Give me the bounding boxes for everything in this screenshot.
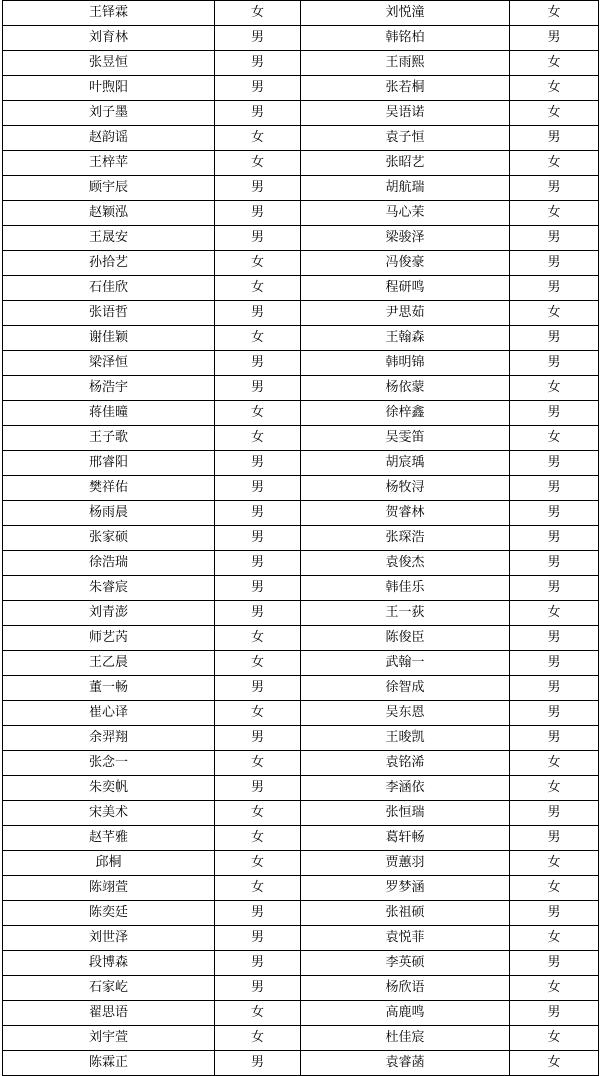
student-name-right: 韩铭柏 (301, 26, 510, 51)
student-gender-left: 女 (215, 276, 301, 301)
table-row (3, 226, 599, 251)
table-row (3, 276, 599, 301)
table-row (3, 426, 599, 451)
table-row (3, 451, 599, 476)
student-name-left: 崔心译 (3, 701, 215, 726)
student-gender-left: 女 (215, 251, 301, 276)
student-name-right: 王雨熙 (301, 51, 510, 76)
table-row (3, 176, 599, 201)
student-gender-left: 男 (215, 951, 301, 976)
table-row (3, 776, 599, 801)
student-gender-left: 男 (215, 26, 301, 51)
student-gender-left: 女 (215, 751, 301, 776)
student-gender-left: 男 (215, 676, 301, 701)
student-name-right: 胡宸瑀 (301, 451, 510, 476)
student-gender-right: 男 (510, 576, 599, 601)
student-name-right: 冯俊豪 (301, 251, 510, 276)
student-gender-left: 男 (215, 601, 301, 626)
table-row (3, 976, 599, 1001)
table-row (3, 1026, 599, 1051)
student-name-right: 程研鸣 (301, 276, 510, 301)
student-name-left: 翟思语 (3, 1001, 215, 1026)
table-row (3, 601, 599, 626)
student-gender-right: 男 (510, 251, 599, 276)
table-row (3, 551, 599, 576)
student-roster-table (2, 0, 599, 1076)
student-name-right: 胡航瑞 (301, 176, 510, 201)
student-name-left: 刘子墨 (3, 101, 215, 126)
student-gender-left: 女 (215, 851, 301, 876)
student-gender-left: 男 (215, 376, 301, 401)
student-name-right: 张昭艺 (301, 151, 510, 176)
student-gender-right: 男 (510, 451, 599, 476)
student-name-right: 陈俊臣 (301, 626, 510, 651)
student-gender-right: 女 (510, 201, 599, 226)
student-gender-left: 男 (215, 726, 301, 751)
student-gender-right: 男 (510, 551, 599, 576)
student-name-left: 谢佳颖 (3, 326, 215, 351)
student-gender-left: 男 (215, 476, 301, 501)
student-gender-right: 男 (510, 326, 599, 351)
student-gender-left: 女 (215, 626, 301, 651)
student-gender-left: 女 (215, 326, 301, 351)
student-name-left: 徐浩瑞 (3, 551, 215, 576)
student-gender-left: 女 (215, 801, 301, 826)
table-row (3, 401, 599, 426)
student-gender-right: 男 (510, 26, 599, 51)
table-row (3, 101, 599, 126)
student-name-left: 师艺芮 (3, 626, 215, 651)
student-name-right: 王一荻 (301, 601, 510, 626)
table-row (3, 251, 599, 276)
student-gender-right: 女 (510, 751, 599, 776)
student-name-left: 樊祥佑 (3, 476, 215, 501)
student-name-left: 石家屹 (3, 976, 215, 1001)
table-row (3, 476, 599, 501)
student-gender-right: 男 (510, 676, 599, 701)
student-name-right: 袁悦菲 (301, 926, 510, 951)
student-gender-left: 男 (215, 226, 301, 251)
student-gender-right: 女 (510, 51, 599, 76)
student-gender-left: 男 (215, 451, 301, 476)
student-name-left: 段博森 (3, 951, 215, 976)
student-name-right: 高鹿鸣 (301, 1001, 510, 1026)
student-gender-left: 女 (215, 1026, 301, 1051)
table-row (3, 1, 599, 26)
table-row (3, 126, 599, 151)
student-gender-right: 女 (510, 876, 599, 901)
student-name-left: 赵韵谣 (3, 126, 215, 151)
student-gender-left: 女 (215, 1001, 301, 1026)
table-row (3, 751, 599, 776)
student-name-right: 李涵依 (301, 776, 510, 801)
student-name-left: 张昱恒 (3, 51, 215, 76)
student-gender-right: 男 (510, 226, 599, 251)
student-name-left: 朱奕帆 (3, 776, 215, 801)
student-name-left: 陈奕廷 (3, 901, 215, 926)
student-gender-right: 男 (510, 651, 599, 676)
table-row (3, 501, 599, 526)
student-name-right: 韩明锦 (301, 351, 510, 376)
student-name-left: 张语哲 (3, 301, 215, 326)
student-gender-right: 男 (510, 126, 599, 151)
student-gender-right: 女 (510, 376, 599, 401)
student-gender-right: 男 (510, 801, 599, 826)
student-name-left: 陈翊萱 (3, 876, 215, 901)
student-name-right: 吴东恩 (301, 701, 510, 726)
student-gender-left: 男 (215, 351, 301, 376)
student-name-left: 王晟安 (3, 226, 215, 251)
student-name-left: 杨浩宇 (3, 376, 215, 401)
student-name-right: 张若桐 (301, 76, 510, 101)
student-name-right: 徐梓鑫 (301, 401, 510, 426)
table-row (3, 1051, 599, 1076)
table-row (3, 926, 599, 951)
student-gender-left: 男 (215, 1051, 301, 1076)
student-gender-left: 女 (215, 401, 301, 426)
student-gender-right: 女 (510, 851, 599, 876)
student-name-right: 杜佳宸 (301, 1026, 510, 1051)
student-gender-left: 男 (215, 76, 301, 101)
student-gender-right: 女 (510, 1026, 599, 1051)
student-gender-left: 女 (215, 651, 301, 676)
table-row (3, 951, 599, 976)
table-row (3, 876, 599, 901)
student-name-left: 陈霖正 (3, 1051, 215, 1076)
table-row (3, 526, 599, 551)
student-gender-left: 女 (215, 1, 301, 26)
student-gender-right: 男 (510, 626, 599, 651)
student-gender-right: 男 (510, 476, 599, 501)
student-gender-right: 女 (510, 776, 599, 801)
student-gender-left: 男 (215, 101, 301, 126)
table-row (3, 701, 599, 726)
table-row (3, 26, 599, 51)
student-name-right: 马心茉 (301, 201, 510, 226)
student-gender-left: 男 (215, 301, 301, 326)
student-name-right: 贺睿林 (301, 501, 510, 526)
table-row (3, 801, 599, 826)
student-gender-right: 女 (510, 1, 599, 26)
table-row (3, 326, 599, 351)
student-name-right: 韩佳乐 (301, 576, 510, 601)
student-gender-left: 女 (215, 701, 301, 726)
student-name-left: 赵芊雅 (3, 826, 215, 851)
table-row (3, 676, 599, 701)
student-name-left: 王乙晨 (3, 651, 215, 676)
student-name-right: 袁子恒 (301, 126, 510, 151)
student-gender-right: 女 (510, 1051, 599, 1076)
student-gender-right: 男 (510, 701, 599, 726)
student-name-right: 张恒瑞 (301, 801, 510, 826)
student-name-right: 王晙凯 (301, 726, 510, 751)
student-name-right: 李英硕 (301, 951, 510, 976)
table-row (3, 151, 599, 176)
student-name-right: 罗梦涵 (301, 876, 510, 901)
student-name-left: 刘青澎 (3, 601, 215, 626)
student-name-left: 刘宇萱 (3, 1026, 215, 1051)
student-gender-right: 男 (510, 951, 599, 976)
student-gender-right: 男 (510, 1001, 599, 1026)
student-name-left: 杨雨晨 (3, 501, 215, 526)
student-name-right: 张琛浩 (301, 526, 510, 551)
student-gender-left: 男 (215, 201, 301, 226)
student-name-right: 袁睿菡 (301, 1051, 510, 1076)
table-row (3, 626, 599, 651)
table-row (3, 1001, 599, 1026)
student-gender-right: 男 (510, 351, 599, 376)
student-name-left: 王铎霖 (3, 1, 215, 26)
student-name-right: 袁铭浠 (301, 751, 510, 776)
student-gender-left: 男 (215, 776, 301, 801)
student-name-left: 朱睿宸 (3, 576, 215, 601)
student-gender-left: 男 (215, 501, 301, 526)
student-name-right: 尹思茹 (301, 301, 510, 326)
student-name-left: 石佳欣 (3, 276, 215, 301)
student-name-right: 梁骏泽 (301, 226, 510, 251)
student-name-left: 孙拾艺 (3, 251, 215, 276)
student-gender-left: 女 (215, 426, 301, 451)
table-row (3, 51, 599, 76)
student-name-right: 武翰一 (301, 651, 510, 676)
student-gender-right: 男 (510, 401, 599, 426)
table-row (3, 851, 599, 876)
student-gender-left: 男 (215, 901, 301, 926)
student-name-right: 杨欣语 (301, 976, 510, 1001)
student-gender-right: 男 (510, 726, 599, 751)
student-gender-right: 男 (510, 176, 599, 201)
table-row (3, 201, 599, 226)
table-row (3, 351, 599, 376)
student-gender-right: 女 (510, 151, 599, 176)
student-name-right: 杨牧浔 (301, 476, 510, 501)
student-name-right: 贾蕙羽 (301, 851, 510, 876)
student-gender-right: 男 (510, 276, 599, 301)
student-gender-right: 男 (510, 526, 599, 551)
student-gender-left: 女 (215, 126, 301, 151)
student-gender-right: 女 (510, 976, 599, 1001)
student-name-right: 杨依蒙 (301, 376, 510, 401)
table-row (3, 826, 599, 851)
student-gender-left: 女 (215, 876, 301, 901)
table-row (3, 76, 599, 101)
student-gender-left: 男 (215, 51, 301, 76)
student-name-left: 刘育林 (3, 26, 215, 51)
student-gender-left: 男 (215, 926, 301, 951)
student-gender-right: 女 (510, 101, 599, 126)
student-gender-left: 男 (215, 526, 301, 551)
student-name-left: 赵颖泓 (3, 201, 215, 226)
student-gender-right: 女 (510, 76, 599, 101)
table-row (3, 576, 599, 601)
table-row (3, 301, 599, 326)
table-row (3, 651, 599, 676)
student-gender-right: 女 (510, 301, 599, 326)
roster-body (3, 1, 599, 1076)
student-gender-left: 男 (215, 976, 301, 1001)
student-gender-right: 男 (510, 501, 599, 526)
student-name-left: 蒋佳曈 (3, 401, 215, 426)
student-name-right: 吴语诺 (301, 101, 510, 126)
student-name-right: 吴雯笛 (301, 426, 510, 451)
student-name-right: 王翰森 (301, 326, 510, 351)
student-gender-right: 女 (510, 601, 599, 626)
student-name-left: 余羿翔 (3, 726, 215, 751)
student-gender-left: 男 (215, 176, 301, 201)
student-gender-right: 男 (510, 901, 599, 926)
student-name-left: 王子歌 (3, 426, 215, 451)
student-gender-left: 男 (215, 576, 301, 601)
student-gender-right: 女 (510, 426, 599, 451)
student-name-left: 叶煦阳 (3, 76, 215, 101)
student-name-left: 张家硕 (3, 526, 215, 551)
student-gender-left: 女 (215, 826, 301, 851)
student-name-left: 王梓苹 (3, 151, 215, 176)
student-gender-right: 男 (510, 826, 599, 851)
student-name-left: 刘世泽 (3, 926, 215, 951)
student-name-right: 刘悦潼 (301, 1, 510, 26)
student-name-left: 董一畅 (3, 676, 215, 701)
table-row (3, 376, 599, 401)
student-name-right: 徐智成 (301, 676, 510, 701)
student-gender-left: 女 (215, 151, 301, 176)
student-name-right: 张祖硕 (301, 901, 510, 926)
student-name-left: 梁泽恒 (3, 351, 215, 376)
table-row (3, 901, 599, 926)
student-name-left: 张念一 (3, 751, 215, 776)
table-row (3, 726, 599, 751)
student-name-left: 邱桐 (3, 851, 215, 876)
student-name-left: 宋美术 (3, 801, 215, 826)
student-name-left: 邢睿阳 (3, 451, 215, 476)
student-gender-right: 女 (510, 926, 599, 951)
student-name-right: 葛轩畅 (301, 826, 510, 851)
student-name-right: 袁俊杰 (301, 551, 510, 576)
student-gender-left: 男 (215, 551, 301, 576)
student-name-left: 顾宇辰 (3, 176, 215, 201)
